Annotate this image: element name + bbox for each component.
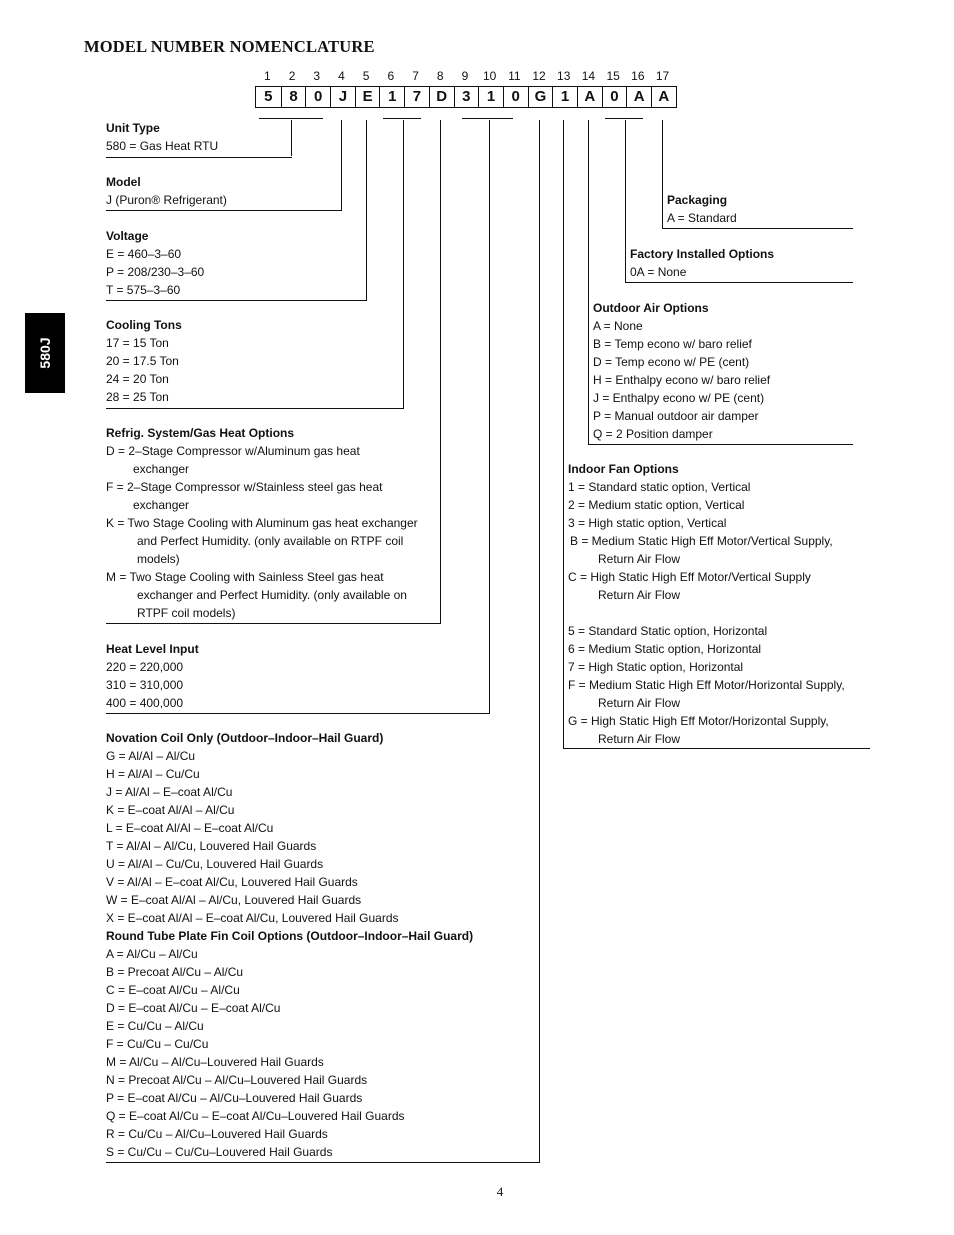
position-number: 4 bbox=[338, 69, 345, 83]
option-item: R = Cu/Cu – Al/Cu–Louvered Hail Guards bbox=[106, 1127, 328, 1141]
model-char-cell: 3 bbox=[454, 87, 479, 107]
option-item-continuation: Return Air Flow bbox=[598, 732, 681, 746]
connector-refrig-system bbox=[440, 120, 441, 623]
option-item: D = Temp econo w/ PE (cent) bbox=[593, 355, 750, 369]
connector-unit-type bbox=[291, 120, 292, 156]
option-item: Q = E–coat Al/Cu – E–coat Al/Cu–Louvered Hail Guards bbox=[106, 1109, 405, 1123]
section-heading: Unit Type bbox=[106, 121, 160, 135]
connector-heat-level bbox=[489, 120, 490, 713]
option-item: L = E–coat Al/Al – E–coat Al/Cu bbox=[106, 821, 274, 835]
underline-cooling-tons bbox=[106, 408, 404, 409]
option-item: P = 208/230–3–60 bbox=[106, 265, 205, 279]
option-item: 7 = High Static option, Horizontal bbox=[568, 660, 744, 674]
position-number: 17 bbox=[655, 69, 670, 83]
connector-coil-options bbox=[539, 120, 540, 1162]
option-item: 220 = 220,000 bbox=[106, 660, 184, 674]
group-bar-unit-type bbox=[259, 118, 323, 119]
model-char-cell: D bbox=[429, 87, 454, 107]
option-item: W = E–coat Al/Al – Al/Cu, Louvered Hail Guards bbox=[106, 893, 362, 907]
option-item: 3 = High static option, Vertical bbox=[568, 516, 727, 530]
option-item: 17 = 15 Ton bbox=[106, 336, 169, 350]
underline-refrig-system bbox=[106, 623, 441, 624]
section-heading: Packaging bbox=[667, 193, 728, 207]
position-number: 10 bbox=[482, 69, 497, 83]
option-item: H = Enthalpy econo w/ baro relief bbox=[593, 373, 771, 387]
option-item: C = High Static High Eff Motor/Vertical Supply bbox=[568, 570, 811, 584]
position-number: 6 bbox=[387, 69, 395, 83]
option-item-continuation: exchanger bbox=[133, 462, 190, 476]
section-heading: Refrig. System/Gas Heat Options bbox=[106, 426, 295, 440]
model-char-cell: 0 bbox=[305, 87, 330, 107]
section-model bbox=[106, 173, 227, 209]
option-item: E = Cu/Cu – Al/Cu bbox=[106, 1019, 204, 1033]
option-item: 5 = Standard Static option, Horizontal bbox=[568, 624, 768, 638]
model-char-cell: A bbox=[651, 87, 676, 107]
section-packaging bbox=[667, 191, 737, 227]
underline-coil-options bbox=[106, 1162, 540, 1163]
connector-indoor-fan bbox=[563, 120, 564, 748]
model-char-cell: E bbox=[355, 87, 380, 107]
underline-factory-options bbox=[625, 282, 853, 283]
position-number: 15 bbox=[606, 69, 620, 83]
option-item: 0A = None bbox=[630, 265, 687, 279]
connector-outdoor-air bbox=[588, 120, 589, 444]
underline-outdoor-air bbox=[588, 444, 853, 445]
option-item-continuation: Return Air Flow bbox=[598, 696, 681, 710]
option-item: B = Medium Static High Eff Motor/Vertical Supply, bbox=[570, 534, 833, 548]
position-number: 7 bbox=[412, 69, 419, 83]
position-number: 3 bbox=[313, 69, 321, 83]
group-bar-cooling-tons bbox=[383, 118, 421, 119]
spacer bbox=[568, 604, 845, 622]
option-item-continuation: RTPF coil models) bbox=[137, 606, 236, 620]
model-char-cell: 1 bbox=[552, 87, 577, 107]
section-heading: Heat Level Input bbox=[106, 642, 199, 656]
underline-voltage bbox=[106, 300, 367, 301]
option-item: H = Al/Al – Cu/Cu bbox=[106, 767, 200, 781]
underline-heat-level bbox=[106, 713, 490, 714]
option-item: K = Two Stage Cooling with Aluminum gas heat exchanger bbox=[106, 516, 418, 530]
option-item: V = Al/Al – E–coat Al/Cu, Louvered Hail Guards bbox=[106, 875, 358, 889]
model-char-cell: G bbox=[528, 87, 553, 107]
section-heading: Factory Installed Options bbox=[630, 247, 775, 261]
option-item-continuation: Return Air Flow bbox=[598, 552, 681, 566]
position-number: 5 bbox=[362, 69, 370, 83]
option-item: P = Manual outdoor air damper bbox=[593, 409, 759, 423]
section-indoor-fan bbox=[568, 460, 845, 748]
connector-packaging bbox=[662, 120, 663, 228]
option-item: X = E–coat Al/Al – E–coat Al/Cu, Louvered Hail Guards bbox=[106, 911, 399, 925]
option-item: Q = 2 Position damper bbox=[593, 427, 713, 441]
underline-unit-type bbox=[106, 157, 292, 158]
option-item: M = Al/Cu – Al/Cu–Louvered Hail Guards bbox=[106, 1055, 324, 1069]
option-item: 2 = Medium static option, Vertical bbox=[568, 498, 745, 512]
model-char-cell: J bbox=[330, 87, 355, 107]
model-char-cell: 0 bbox=[503, 87, 528, 107]
section-voltage bbox=[106, 227, 204, 299]
side-tab bbox=[25, 313, 65, 393]
option-item: T = Al/Al – Al/Cu, Louvered Hail Guards bbox=[106, 839, 317, 853]
option-item: K = E–coat Al/Al – Al/Cu bbox=[106, 803, 235, 817]
option-item-continuation: Return Air Flow bbox=[598, 588, 681, 602]
group-bar-factory-options bbox=[605, 118, 643, 119]
option-item: J (Puron® Refrigerant) bbox=[106, 193, 227, 207]
model-char-cell: 7 bbox=[404, 87, 429, 107]
option-item: E = 460–3–60 bbox=[106, 247, 182, 261]
section-cooling-tons bbox=[106, 316, 182, 406]
option-item: N = Precoat Al/Cu – Al/Cu–Louvered Hail Guards bbox=[106, 1073, 368, 1087]
option-item: M = Two Stage Cooling with Sainless Steel gas heat bbox=[106, 570, 384, 584]
section-heading: Model bbox=[106, 175, 141, 189]
option-item: T = 575–3–60 bbox=[106, 283, 181, 297]
option-item: A = Al/Cu – Al/Cu bbox=[106, 947, 198, 961]
option-item: 580 = Gas Heat RTU bbox=[106, 139, 219, 153]
option-item: 310 = 310,000 bbox=[106, 678, 184, 692]
option-item: 400 = 400,000 bbox=[106, 696, 184, 710]
option-item: S = Cu/Cu – Cu/Cu–Louvered Hail Guards bbox=[106, 1145, 333, 1159]
option-item-continuation: exchanger bbox=[133, 498, 190, 512]
option-item: G = High Static High Eff Motor/Horizontal Supply, bbox=[568, 714, 829, 728]
option-item: F = Medium Static High Eff Motor/Horizontal Supply, bbox=[568, 678, 845, 692]
position-number: 14 bbox=[581, 69, 596, 83]
position-number: 13 bbox=[557, 69, 571, 83]
option-item: J = Al/Al – E–coat Al/Cu bbox=[106, 785, 233, 799]
option-item: 28 = 25 Ton bbox=[106, 390, 169, 404]
connector-cooling-tons bbox=[403, 120, 404, 408]
connector-model bbox=[341, 120, 342, 210]
connector-voltage bbox=[366, 120, 367, 300]
model-char-cell: 0 bbox=[602, 87, 627, 107]
underline-model bbox=[106, 210, 342, 211]
section-refrig-system bbox=[106, 424, 418, 622]
option-item: 24 = 20 Ton bbox=[106, 372, 169, 386]
model-char-cell: 1 bbox=[379, 87, 404, 107]
option-item: F = Cu/Cu – Cu/Cu bbox=[106, 1037, 209, 1051]
option-item: U = Al/Al – Cu/Cu, Louvered Hail Guards bbox=[106, 857, 324, 871]
section-outdoor-air bbox=[593, 299, 770, 443]
side-tab-label: 580J bbox=[37, 337, 53, 369]
option-item: B = Temp econo w/ baro relief bbox=[593, 337, 752, 351]
model-number-box bbox=[255, 86, 677, 108]
section-heading-rtpf-coil: Round Tube Plate Fin Coil Options (Outdoor–Indoor–Hail Guard) bbox=[106, 929, 474, 943]
section-heading: Cooling Tons bbox=[106, 318, 182, 332]
position-number: 2 bbox=[288, 69, 296, 83]
page-number: 4 bbox=[496, 1184, 504, 1199]
option-item-continuation: and Perfect Humidity. (only available on RTPF coil bbox=[137, 534, 404, 548]
option-item: P = E–coat Al/Cu – Al/Cu–Louvered Hail Guards bbox=[106, 1091, 363, 1105]
position-number: 9 bbox=[461, 69, 469, 83]
option-item-continuation: models) bbox=[137, 552, 180, 566]
section-heading: Outdoor Air Options bbox=[593, 301, 709, 315]
section-heading: Voltage bbox=[106, 229, 149, 243]
position-number: 11 bbox=[508, 69, 521, 83]
option-item: C = E–coat Al/Cu – Al/Cu bbox=[106, 983, 240, 997]
section-factory-options bbox=[630, 245, 774, 281]
option-item: A = Standard bbox=[667, 211, 737, 225]
underline-indoor-fan bbox=[563, 748, 870, 749]
model-char-cell: 8 bbox=[281, 87, 306, 107]
section-heat-level bbox=[106, 640, 199, 712]
section-heading: Indoor Fan Options bbox=[568, 462, 679, 476]
section-novation-coil bbox=[106, 729, 473, 1161]
underline-packaging bbox=[662, 228, 853, 229]
position-number: 12 bbox=[532, 69, 546, 83]
option-item: 1 = Standard static option, Vertical bbox=[568, 480, 751, 494]
model-char-cell: 1 bbox=[478, 87, 503, 107]
option-item: D = 2–Stage Compressor w/Aluminum gas heat bbox=[106, 444, 360, 458]
option-item: A = None bbox=[593, 319, 643, 333]
position-number: 16 bbox=[631, 69, 645, 83]
group-bar-heat-level bbox=[462, 118, 513, 119]
option-item: 20 = 17.5 Ton bbox=[106, 354, 179, 368]
section-unit-type bbox=[106, 119, 218, 155]
connector-factory-options bbox=[625, 120, 626, 282]
model-char-cell: 5 bbox=[264, 88, 273, 105]
option-item: F = 2–Stage Compressor w/Stainless steel gas heat bbox=[106, 480, 383, 494]
option-item: 6 = Medium Static option, Horizontal bbox=[568, 642, 762, 656]
page-title: MODEL NUMBER NOMENCLATURE bbox=[84, 37, 375, 56]
option-item: B = Precoat Al/Cu – Al/Cu bbox=[106, 965, 244, 979]
model-char-cell: A bbox=[577, 87, 602, 107]
option-item: G = Al/Al – Al/Cu bbox=[106, 749, 196, 763]
option-item-continuation: exchanger and Perfect Humidity. (only available on bbox=[137, 588, 407, 602]
option-item: D = E–coat Al/Cu – E–coat Al/Cu bbox=[106, 1001, 281, 1015]
option-item: J = Enthalpy econo w/ PE (cent) bbox=[593, 391, 765, 405]
model-char-cell: A bbox=[626, 87, 651, 107]
position-number: 1 bbox=[264, 69, 271, 83]
section-heading: Novation Coil Only (Outdoor–Indoor–Hail Guard) bbox=[106, 731, 384, 745]
position-number: 8 bbox=[436, 69, 444, 83]
